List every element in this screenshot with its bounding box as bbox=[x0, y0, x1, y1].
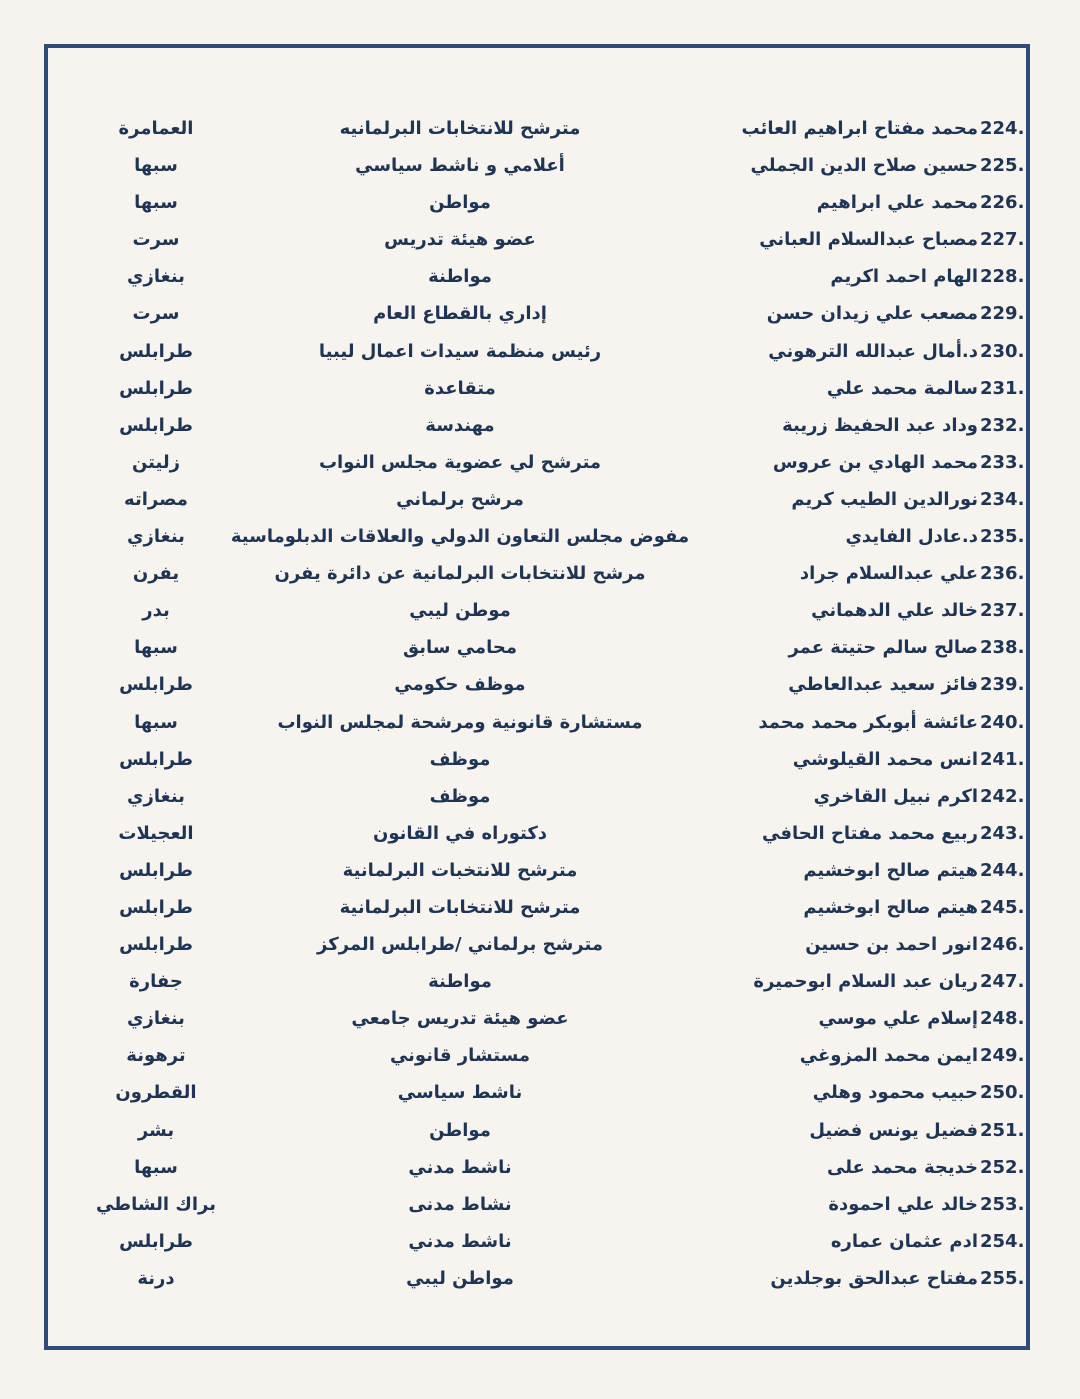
row-role: مرشح برلماني bbox=[396, 488, 524, 510]
list-row bbox=[0, 926, 1080, 963]
row-name: محمد علي ابراهيم bbox=[816, 192, 978, 214]
list-row bbox=[0, 370, 1080, 407]
list-row bbox=[0, 963, 1080, 1000]
row-role: مهندسة bbox=[425, 414, 495, 436]
row-number: 242. bbox=[980, 785, 1025, 807]
row-city: طرابلس bbox=[119, 934, 193, 956]
row-role: موظف bbox=[429, 748, 491, 770]
list-row bbox=[0, 704, 1080, 741]
row-name: خديجة محمد على bbox=[827, 1156, 978, 1178]
row-role: رئيس منظمة سيدات اعمال ليبيا bbox=[318, 340, 602, 362]
row-number: 243. bbox=[980, 822, 1025, 844]
row-name: وداد عبد الحفيظ زريبة bbox=[782, 414, 978, 436]
row-role: متقاعدة bbox=[424, 377, 496, 399]
list-row bbox=[0, 555, 1080, 592]
row-city: طرابلس bbox=[119, 414, 193, 436]
list-row bbox=[0, 1223, 1080, 1260]
list-row bbox=[0, 666, 1080, 703]
row-city: براك الشاطي bbox=[95, 1193, 216, 1215]
list-row bbox=[0, 1000, 1080, 1037]
row-city: طرابلس bbox=[119, 896, 193, 918]
list-row bbox=[0, 852, 1080, 889]
row-city: سبها bbox=[134, 711, 178, 733]
row-number: 251. bbox=[980, 1119, 1025, 1141]
row-role: ناشط مدني bbox=[408, 1230, 512, 1252]
row-city: طرابلس bbox=[119, 377, 193, 399]
row-name: انس محمد القيلوشي bbox=[792, 748, 978, 770]
row-name: علي عبدالسلام جراد bbox=[799, 563, 978, 585]
row-number: 226. bbox=[980, 192, 1025, 214]
row-number: 246. bbox=[980, 934, 1025, 956]
row-city: بدر bbox=[142, 600, 170, 622]
row-role: مترشح للانتخابات البرلمانيه bbox=[339, 118, 581, 139]
row-role: مواطنة bbox=[428, 266, 492, 288]
row-name: د.أمال عبدالله الترهوني bbox=[768, 340, 978, 362]
row-role: موظف bbox=[429, 785, 491, 807]
list-row bbox=[0, 741, 1080, 778]
row-number: 233. bbox=[980, 451, 1025, 473]
list-row bbox=[0, 778, 1080, 815]
row-number: 231. bbox=[980, 377, 1025, 399]
row-number: 228. bbox=[980, 266, 1025, 288]
list-row bbox=[0, 333, 1080, 370]
row-role: موظف حكومي bbox=[394, 674, 526, 696]
row-role: عضو هيئة تدريس جامعي bbox=[351, 1008, 569, 1030]
row-number: 232. bbox=[980, 414, 1025, 436]
members-list bbox=[0, 110, 1080, 1297]
row-city: ترهونة bbox=[126, 1045, 186, 1067]
row-name: مفتاح عبدالحق بوجلدين bbox=[770, 1267, 978, 1289]
list-row bbox=[0, 258, 1080, 295]
row-name: فائز سعيد عبدالعاطي bbox=[788, 674, 978, 696]
row-number: 250. bbox=[980, 1082, 1025, 1104]
list-row bbox=[0, 221, 1080, 258]
row-name: اكرم نبيل القاخري bbox=[813, 785, 978, 807]
row-role: مواطنة bbox=[428, 971, 492, 993]
list-row bbox=[0, 518, 1080, 555]
row-number: 252. bbox=[980, 1156, 1025, 1178]
row-role: ناشط مدني bbox=[408, 1156, 512, 1178]
row-number: 240. bbox=[980, 711, 1025, 733]
list-row bbox=[0, 815, 1080, 852]
row-role: مترشح للانتخبات البرلمانية bbox=[342, 859, 578, 881]
list-row bbox=[0, 407, 1080, 444]
row-city: طرابلس bbox=[119, 859, 193, 881]
row-city: بنغازي bbox=[127, 266, 185, 288]
list-row bbox=[0, 295, 1080, 332]
row-number: 229. bbox=[980, 303, 1025, 325]
row-city: سبها bbox=[134, 1156, 178, 1178]
list-row bbox=[0, 889, 1080, 926]
list-row bbox=[0, 184, 1080, 221]
row-name: نورالدين الطيب كريم bbox=[791, 488, 978, 510]
row-city: درنة bbox=[137, 1267, 175, 1289]
row-role: مستشار قانوني bbox=[389, 1045, 531, 1067]
row-city: طرابلس bbox=[119, 1230, 193, 1252]
list-row bbox=[0, 1112, 1080, 1149]
row-city: طرابلس bbox=[119, 340, 193, 362]
row-role: مترشح لي عضوية مجلس النواب bbox=[318, 451, 602, 473]
row-name: انور احمد بن حسين bbox=[805, 934, 978, 956]
row-role: مترشح للانتخابات البرلمانية bbox=[339, 896, 581, 918]
row-number: 241. bbox=[980, 748, 1025, 770]
row-number: 239. bbox=[980, 674, 1025, 696]
row-role: مستشارة قانونية ومرشحة لمجلس النواب bbox=[277, 711, 643, 733]
row-city: سرت bbox=[132, 229, 180, 251]
row-number: 248. bbox=[980, 1008, 1025, 1030]
list-row bbox=[0, 1037, 1080, 1074]
row-name: هيتم صالح ابوخشيم bbox=[803, 896, 978, 918]
row-name: محمد مفتاح ابراهيم العائب bbox=[741, 118, 978, 139]
row-role: ناشط سياسي bbox=[397, 1082, 523, 1104]
row-name: ربيع محمد مفتاح الحافي bbox=[762, 822, 978, 844]
row-number: 234. bbox=[980, 488, 1025, 510]
row-city: سبها bbox=[134, 192, 178, 214]
row-role: مفوض مجلس التعاون الدولي والعلاقات الدبلوماسية bbox=[230, 526, 690, 548]
row-city: بشر bbox=[137, 1119, 175, 1141]
row-city: العجيلات bbox=[118, 822, 194, 844]
row-role: مواطن bbox=[429, 192, 491, 214]
row-role: عضو هيئة تدريس bbox=[384, 229, 536, 251]
row-number: 249. bbox=[980, 1045, 1025, 1067]
row-number: 244. bbox=[980, 859, 1025, 881]
row-name: مصعب علي زيدان حسن bbox=[766, 303, 978, 325]
row-name: هيتم صالح ابوخشيم bbox=[803, 859, 978, 881]
row-role: مرشح للانتخابات البرلمانية عن دائرة يفرن bbox=[274, 563, 646, 585]
row-role: نشاط مدنى bbox=[408, 1193, 512, 1215]
list-row bbox=[0, 481, 1080, 518]
row-number: 227. bbox=[980, 229, 1025, 251]
row-name: حبيب محمود وهلي bbox=[812, 1082, 978, 1104]
row-role: مواطن bbox=[429, 1119, 491, 1141]
row-city: طرابلس bbox=[119, 748, 193, 770]
row-city: زليتن bbox=[131, 451, 180, 473]
row-name: ايمن محمد المزوغي bbox=[799, 1045, 978, 1067]
row-city: بنغازي bbox=[127, 526, 185, 548]
row-name: عائشة أبوبكر محمد محمد bbox=[758, 711, 978, 733]
row-role: دكتوراه في القانون bbox=[372, 822, 548, 844]
row-city: طرابلس bbox=[119, 674, 193, 696]
row-city: مصراته bbox=[124, 488, 188, 510]
row-number: 247. bbox=[980, 971, 1025, 993]
row-name: صالح سالم حتيتة عمر bbox=[788, 637, 978, 659]
row-city: بنغازي bbox=[127, 785, 185, 807]
row-number: 236. bbox=[980, 563, 1025, 585]
row-name: محمد الهادي بن عروس bbox=[772, 451, 978, 473]
row-number: 238. bbox=[980, 637, 1025, 659]
row-number: 254. bbox=[980, 1230, 1025, 1252]
list-row bbox=[0, 1149, 1080, 1186]
row-name: فضيل يونس فضيل bbox=[809, 1119, 978, 1141]
row-role: محامي سابق bbox=[403, 637, 517, 659]
row-name: حسين صلاح الدين الجملي bbox=[750, 155, 978, 177]
row-number: 245. bbox=[980, 896, 1025, 918]
row-role: أعلامي و ناشط سياسي bbox=[355, 155, 565, 177]
row-name: سالمة محمد علي bbox=[826, 377, 978, 399]
row-number: 230. bbox=[980, 340, 1025, 362]
row-role: موطن ليبي bbox=[409, 600, 511, 622]
row-name: ريان عبد السلام ابوحميرة bbox=[753, 971, 978, 993]
row-city: سبها bbox=[134, 637, 178, 659]
list-row bbox=[0, 1074, 1080, 1111]
list-row bbox=[0, 1186, 1080, 1223]
list-row bbox=[0, 629, 1080, 666]
row-city: جفارة bbox=[129, 971, 183, 993]
row-role: إداري بالقطاع العام bbox=[373, 303, 547, 325]
row-city: القطرون bbox=[115, 1082, 197, 1104]
row-name: د.عادل الفايدي bbox=[845, 526, 978, 548]
row-city: سرت bbox=[132, 303, 180, 325]
row-city: سبها bbox=[134, 155, 178, 177]
row-number: 225. bbox=[980, 155, 1025, 177]
row-number: 237. bbox=[980, 600, 1025, 622]
row-number: 253. bbox=[980, 1193, 1025, 1215]
row-name: ادم عثمان عماره bbox=[830, 1230, 978, 1252]
list-row bbox=[0, 1260, 1080, 1297]
row-number: 224. bbox=[980, 118, 1025, 139]
list-row bbox=[0, 444, 1080, 481]
row-city: يفرن bbox=[132, 563, 180, 585]
list-row bbox=[0, 110, 1080, 147]
row-role: مواطن ليبي bbox=[406, 1267, 514, 1289]
row-number: 235. bbox=[980, 526, 1025, 548]
row-name: خالد علي احمودة bbox=[828, 1193, 978, 1215]
list-row bbox=[0, 147, 1080, 184]
row-name: مصباح عبدالسلام العباني bbox=[759, 229, 978, 251]
row-number: 255. bbox=[980, 1267, 1025, 1289]
row-name: الهام احمد اكريم bbox=[830, 266, 978, 288]
row-role: مترشح برلماني /طرابلس المركز bbox=[317, 934, 603, 956]
list-row bbox=[0, 592, 1080, 629]
row-name: إسلام علي موسي bbox=[818, 1008, 978, 1030]
row-city: العمامرة bbox=[118, 118, 194, 139]
row-name: خالد علي الدهماني bbox=[811, 600, 978, 622]
row-city: بنغازي bbox=[127, 1008, 185, 1030]
